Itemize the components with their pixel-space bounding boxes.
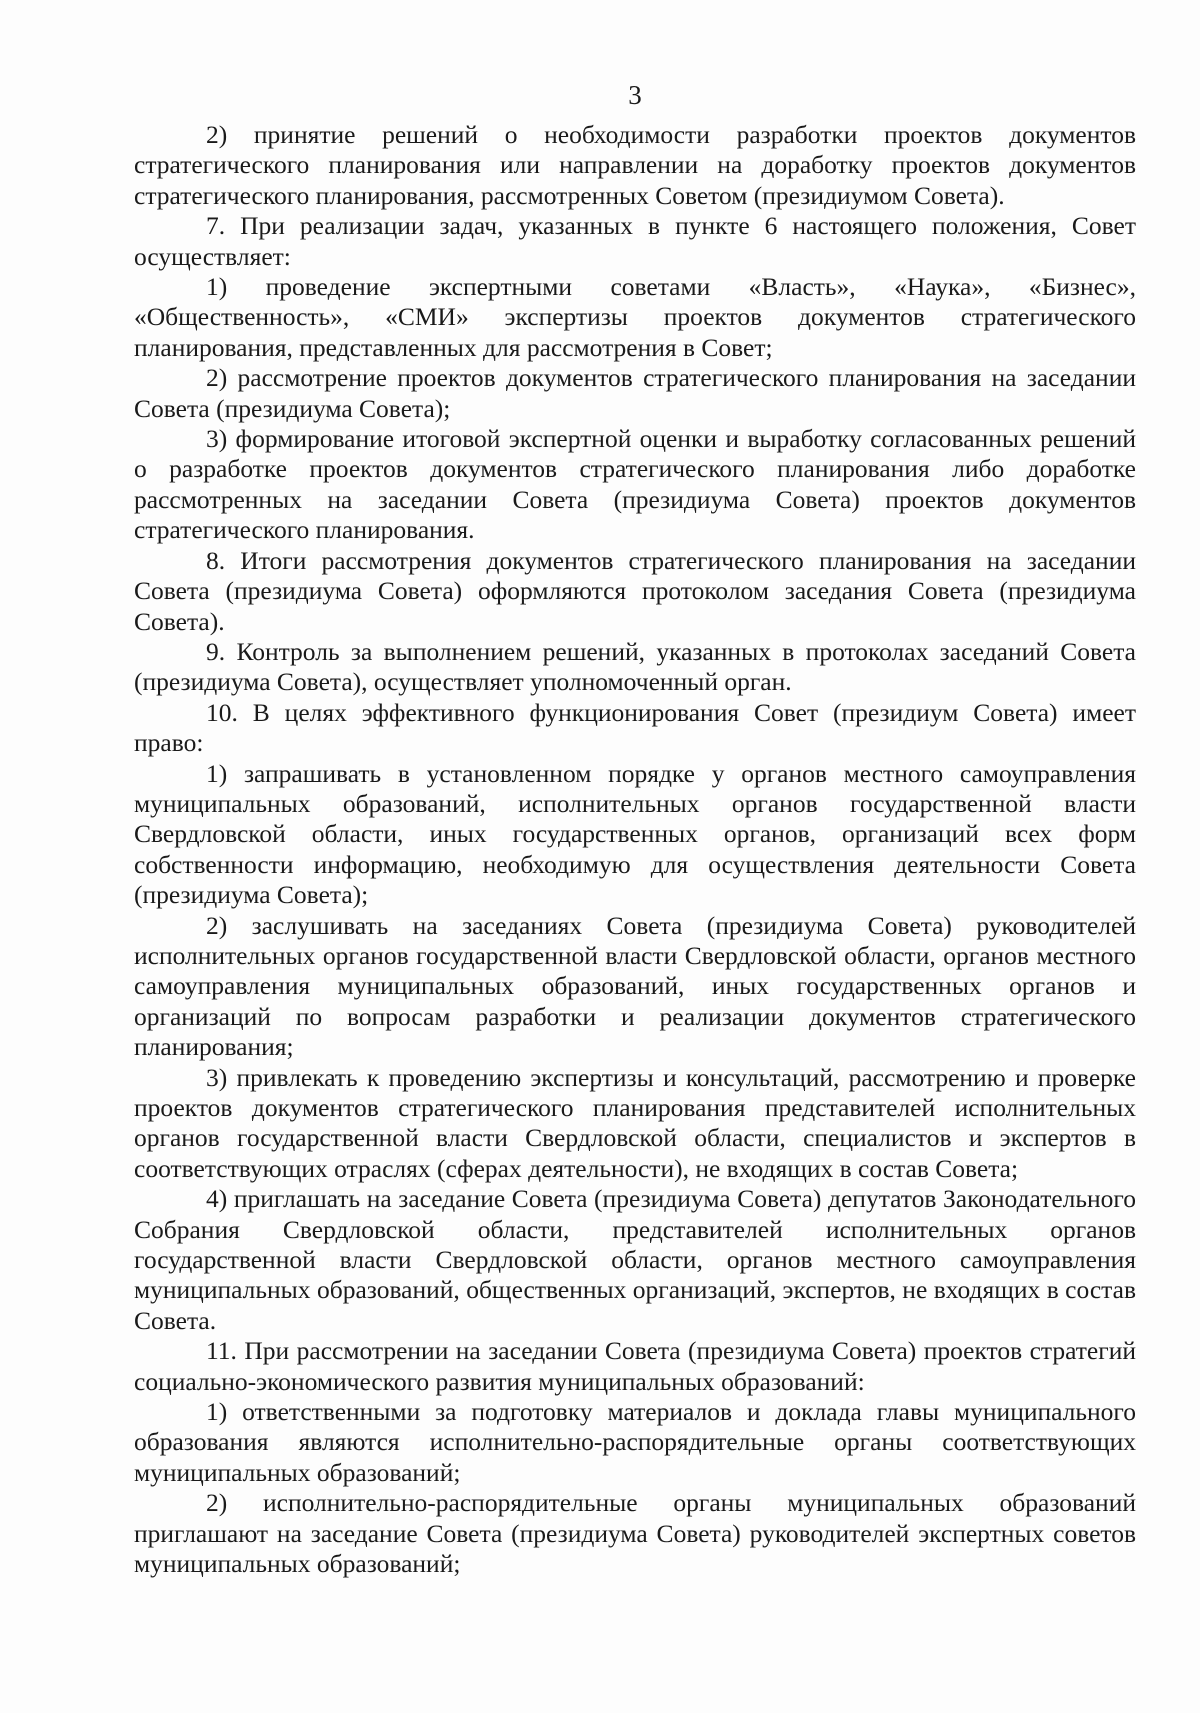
paragraph-9: 9. Контроль за выполнением решений, указанных в протоколах заседаний Совета (президиума Совета), осуществляет уполномоченный орган. bbox=[134, 636, 1136, 697]
paragraph-10-item-3: 3) привлекать к проведению экспертизы и консультаций, рассмотрению и проверке проектов документов стратегического планирования представителей исполнительных органов государственной власти Свердловской области, специалистов и экспертов в соответствующих отраслях (сферах деятельности), не входящих в состав Совета; bbox=[134, 1062, 1136, 1183]
paragraph-10-item-4: 4) приглашать на заседание Совета (президиума Совета) депутатов Законодательного Собрания Свердловской области, представителей исполнительных органов государственной власти Свердловской области, органов местного самоуправления муниципальных образований, общественных организаций, экспертов, не входящих в состав Совета. bbox=[134, 1184, 1136, 1335]
paragraph-10-item-1: 1) запрашивать в установленном порядке у органов местного самоуправления муниципальных образований, исполнительных органов государственной власти Свердловской области, иных государственных органов, организаций всех форм собственности информацию, необходимую для осуществления деятельности Совета (президиума Совета); bbox=[134, 758, 1136, 910]
paragraph-7-item-2: 2) рассмотрение проектов документов стратегического планирования на заседании Совета (президиума Совета); bbox=[134, 363, 1136, 423]
paragraph-10: 10. В целях эффективного функционирования Совет (президиум Совета) имеет право: bbox=[134, 697, 1136, 758]
paragraph-item-2-decisions: 2) принятие решений о необходимости разработки проектов документов стратегического планирования или направлении на доработку проектов документов стратегического планирования, рассмотренных Советом (президиумом Совета). bbox=[134, 120, 1136, 210]
document-body bbox=[134, 120, 1136, 1580]
paragraph-8: 8. Итоги рассмотрения документов стратегического планирования на заседании Совета (президиума Совета) оформляются протоколом заседания Совета (президиума Совета). bbox=[134, 545, 1136, 636]
paragraph-7-item-1: 1) проведение экспертными советами «Власть», «Наука», «Бизнес», «Общественность», «СМИ» экспертизы проектов документов стратегического планирования, представленных для рассмотрения в Совет; bbox=[134, 272, 1136, 362]
paragraph-11-item-2: 2) исполнительно-распорядительные органы муниципальных образований приглашают на заседание Совета (президиума Совета) руководителей экспертных советов муниципальных образований; bbox=[134, 1488, 1136, 1579]
paragraph-11-item-1: 1) ответственными за подготовку материалов и доклада главы муниципального образования являются исполнительно-распорядительные органы соответствующих муниципальных образований; bbox=[134, 1397, 1136, 1487]
paragraph-11: 11. При рассмотрении на заседании Совета (президиума Совета) проектов стратегий социально-экономического развития муниципальных образований: bbox=[134, 1336, 1136, 1396]
page-number: 3 bbox=[628, 80, 642, 110]
paragraph-7-item-3: 3) формирование итоговой экспертной оценки и выработку согласованных решений о разработке проектов документов стратегического планирования либо доработке рассмотренных на заседании Совета (президиума Совета) проектов документов стратегического планирования. bbox=[134, 424, 1136, 545]
paragraph-7: 7. При реализации задач, указанных в пункте 6 настоящего положения, Совет осуществляет: bbox=[134, 211, 1136, 271]
paragraph-10-item-2: 2) заслушивать на заседаниях Совета (президиума Совета) руководителей исполнительных органов государственной власти Свердловской области, органов местного самоуправления муниципальных образований, иных государственных органов и организаций по вопросам разработки и реализации документов стратегического планирования; bbox=[134, 910, 1136, 1062]
